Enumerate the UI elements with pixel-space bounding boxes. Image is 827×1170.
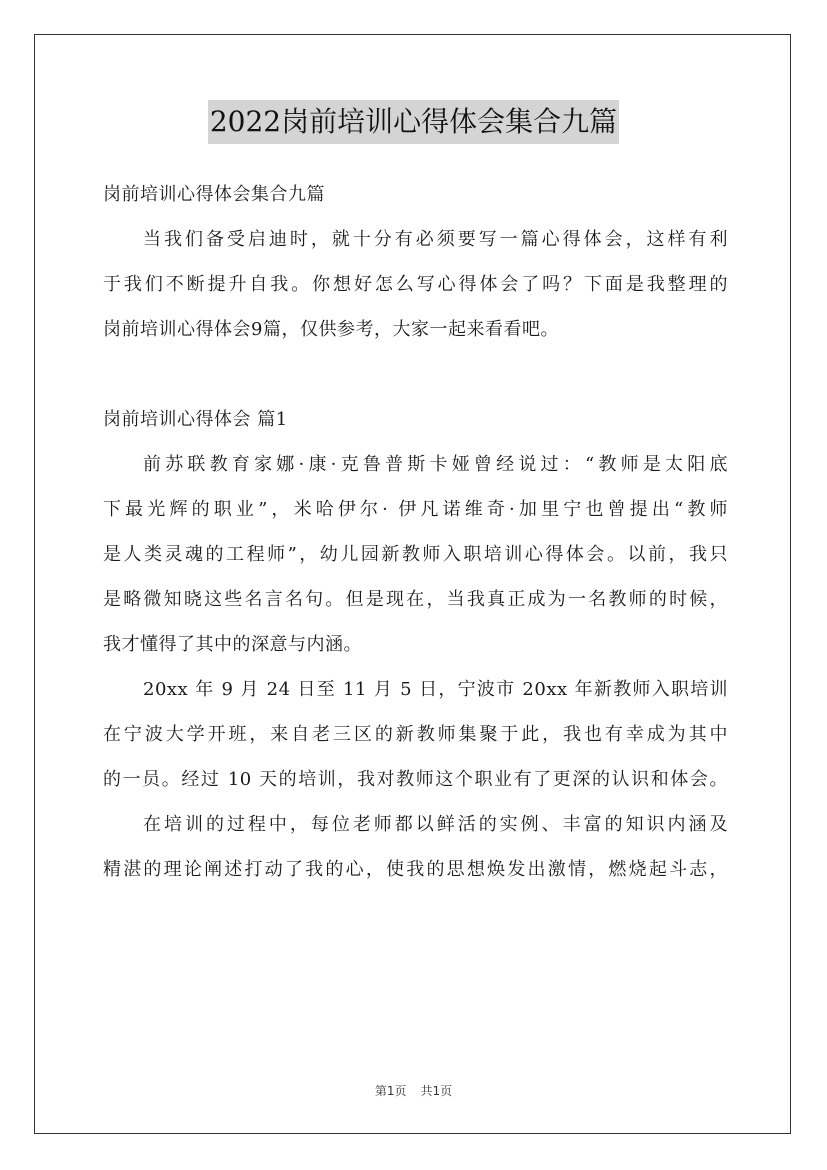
para2-line-3: 的一员。经过 10 天的培训，我对教师这个职业有了更深的认识和体会。	[103, 769, 728, 790]
document-title-wrap	[0, 100, 827, 144]
document-subtitle: 岗前培训心得体会集合九篇	[103, 184, 325, 205]
page-total: 共1页	[420, 1084, 453, 1098]
para3-line-1: 在培训的过程中，每位老师都以鲜活的实例、丰富的知识内涵及	[143, 814, 728, 835]
para1-line-3: 是人类灵魂的工程师”，幼儿园新教师入职培训心得体会。以前，我只	[103, 544, 728, 565]
para2-line-1: 20xx 年 9 月 24 日至 11 月 5 日，宁波市 20xx 年新教师入职培训	[143, 679, 728, 700]
spacer	[103, 352, 728, 397]
intro-line-3: 岗前培训心得体会9篇，仅供参考，大家一起来看看吧。	[103, 319, 559, 340]
para3-line-2: 精湛的理论阐述打动了我的心，使我的思想焕发出激情，燃烧起斗志，	[103, 859, 728, 880]
para1-line-1: 前苏联教育家娜·康·克鲁普斯卡娅曾经说过：“教师是太阳底	[143, 454, 728, 475]
section-heading: 岗前培训心得体会 篇1	[103, 409, 288, 430]
page-footer	[0, 1082, 827, 1099]
document-title: 2022岗前培训心得体会集合九篇	[208, 100, 619, 144]
intro-line-2: 于我们不断提升自我。你想好怎么写心得体会了吗？下面是我整理的	[103, 274, 728, 295]
intro-line-1: 当我们备受启迪时，就十分有必须要写一篇心得体会，这样有利	[143, 229, 728, 250]
para1-line-5: 我才懂得了其中的深意与内涵。	[103, 634, 362, 655]
document-body	[103, 172, 728, 892]
page-number: 第1页	[374, 1084, 407, 1098]
para1-line-2: 下最光辉的职业”，米哈伊尔· 伊凡诺维奇·加里宁也曾提出“教师	[103, 499, 728, 520]
para1-line-4: 是略微知晓这些名言名句。但是现在，当我真正成为一名教师的时候，	[103, 589, 728, 610]
para2-line-2: 在宁波大学开班，来自老三区的新教师集聚于此，我也有幸成为其中	[103, 724, 728, 745]
